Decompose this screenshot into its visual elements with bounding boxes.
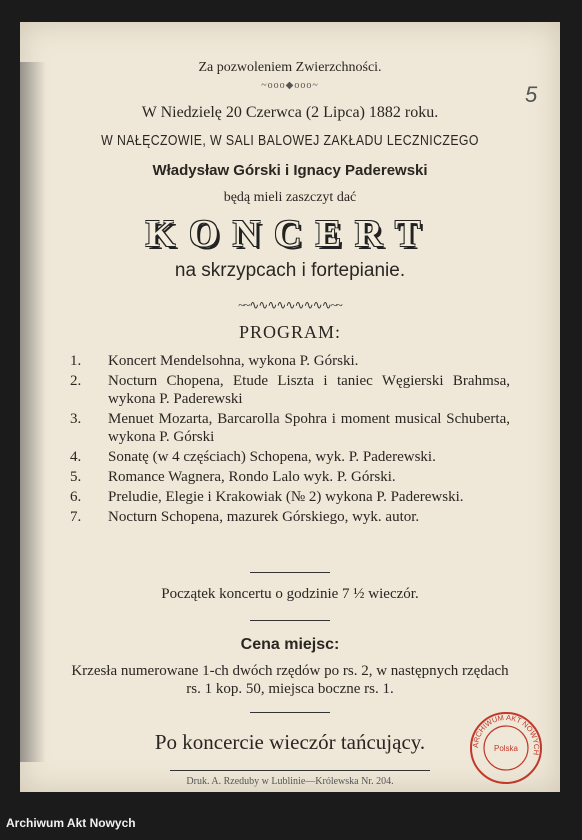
stamp-ring-text: ARCHIWUM AKT NOWYCH — [470, 712, 542, 756]
dance-line: Po koncercie wieczór tańcujący. — [154, 730, 426, 754]
permission-line: Za pozwoleniem Zwierzchności. — [198, 60, 382, 75]
date-line: W Niedzielę 20 Czerwca (2 Lipca) 1882 roku. — [141, 104, 439, 121]
ornament: ~ooo◆ooo~ — [261, 80, 319, 91]
wave-ornament: ~~∿∿∿∿∿∿∿∿∿~~ — [238, 298, 342, 312]
item-text: Nocturn Schopena, mazurek Górskiego, wyk. autor. — [108, 509, 420, 525]
item-text: Menuet Mozarta, Barcarolla Spohra i moment musical Schuberta, wykona P. Górski — [108, 411, 510, 445]
venue-line: W NAŁĘCZOWIE, W SALI BALOWEJ ZAKŁADU LECZNICZEGO — [101, 132, 479, 149]
document-sheet — [20, 22, 560, 792]
concert-title: KONCERT — [145, 213, 435, 255]
item-text: Preludie, Elegie i Krakowiak (№ 2) wykona P. Paderewski. — [108, 489, 464, 505]
item-number: 4. — [70, 449, 82, 465]
item-text: Koncert Mendelsohna, wykona P. Górski. — [108, 353, 359, 369]
list-item — [70, 352, 510, 370]
list-item — [70, 448, 510, 466]
divider — [250, 572, 330, 573]
item-text: Nocturn Chopena, Etude Liszta i taniec Węgierski Brahmsa, wykona P. Paderewski — [108, 373, 510, 407]
stamp-center-text: Polska — [493, 744, 519, 753]
page-number: 5 — [525, 82, 538, 107]
archive-stamp-icon — [468, 710, 544, 786]
program-list — [70, 352, 510, 528]
item-number: 5. — [70, 469, 82, 485]
item-number: 7. — [70, 509, 82, 525]
archive-label: Archiwum Akt Nowych — [6, 816, 136, 830]
list-item — [70, 410, 510, 446]
divider — [250, 712, 330, 713]
item-text: Romance Wagnera, Rondo Lalo wyk. P. Górski. — [108, 469, 396, 485]
divider — [250, 620, 330, 621]
list-item — [70, 488, 510, 506]
divider — [170, 770, 430, 771]
printer-line: Druk. A. Rzeduby w Lublinie—Królewska Nr. 204. — [186, 776, 394, 787]
list-item — [70, 372, 510, 408]
price-heading: Cena miejsc: — [240, 636, 340, 653]
start-time: Początek koncertu o godzinie 7 ½ wieczór. — [161, 586, 419, 602]
program-heading: PROGRAM: — [238, 322, 342, 342]
honor-line: będą mieli zaszczyt dać — [223, 190, 357, 205]
item-number: 1. — [70, 353, 82, 369]
item-number: 6. — [70, 489, 82, 505]
price-text: Krzesła numerowane 1-ch dwóch rzędów po rs. 2, w następnych rzędach rs. 1 kop. 50, miejsca boczne rs. 1. — [71, 663, 509, 697]
list-item — [70, 468, 510, 486]
item-number: 2. — [70, 373, 82, 389]
item-text: Sonatę (w 4 częściach) Schopena, wyk. P. Paderewski. — [108, 449, 436, 465]
concert-subtitle: na skrzypcach i fortepianie. — [174, 260, 406, 281]
performers-line: Władysław Górski i Ignacy Paderewski — [152, 162, 428, 179]
list-item — [70, 508, 510, 526]
item-number: 3. — [70, 411, 82, 427]
